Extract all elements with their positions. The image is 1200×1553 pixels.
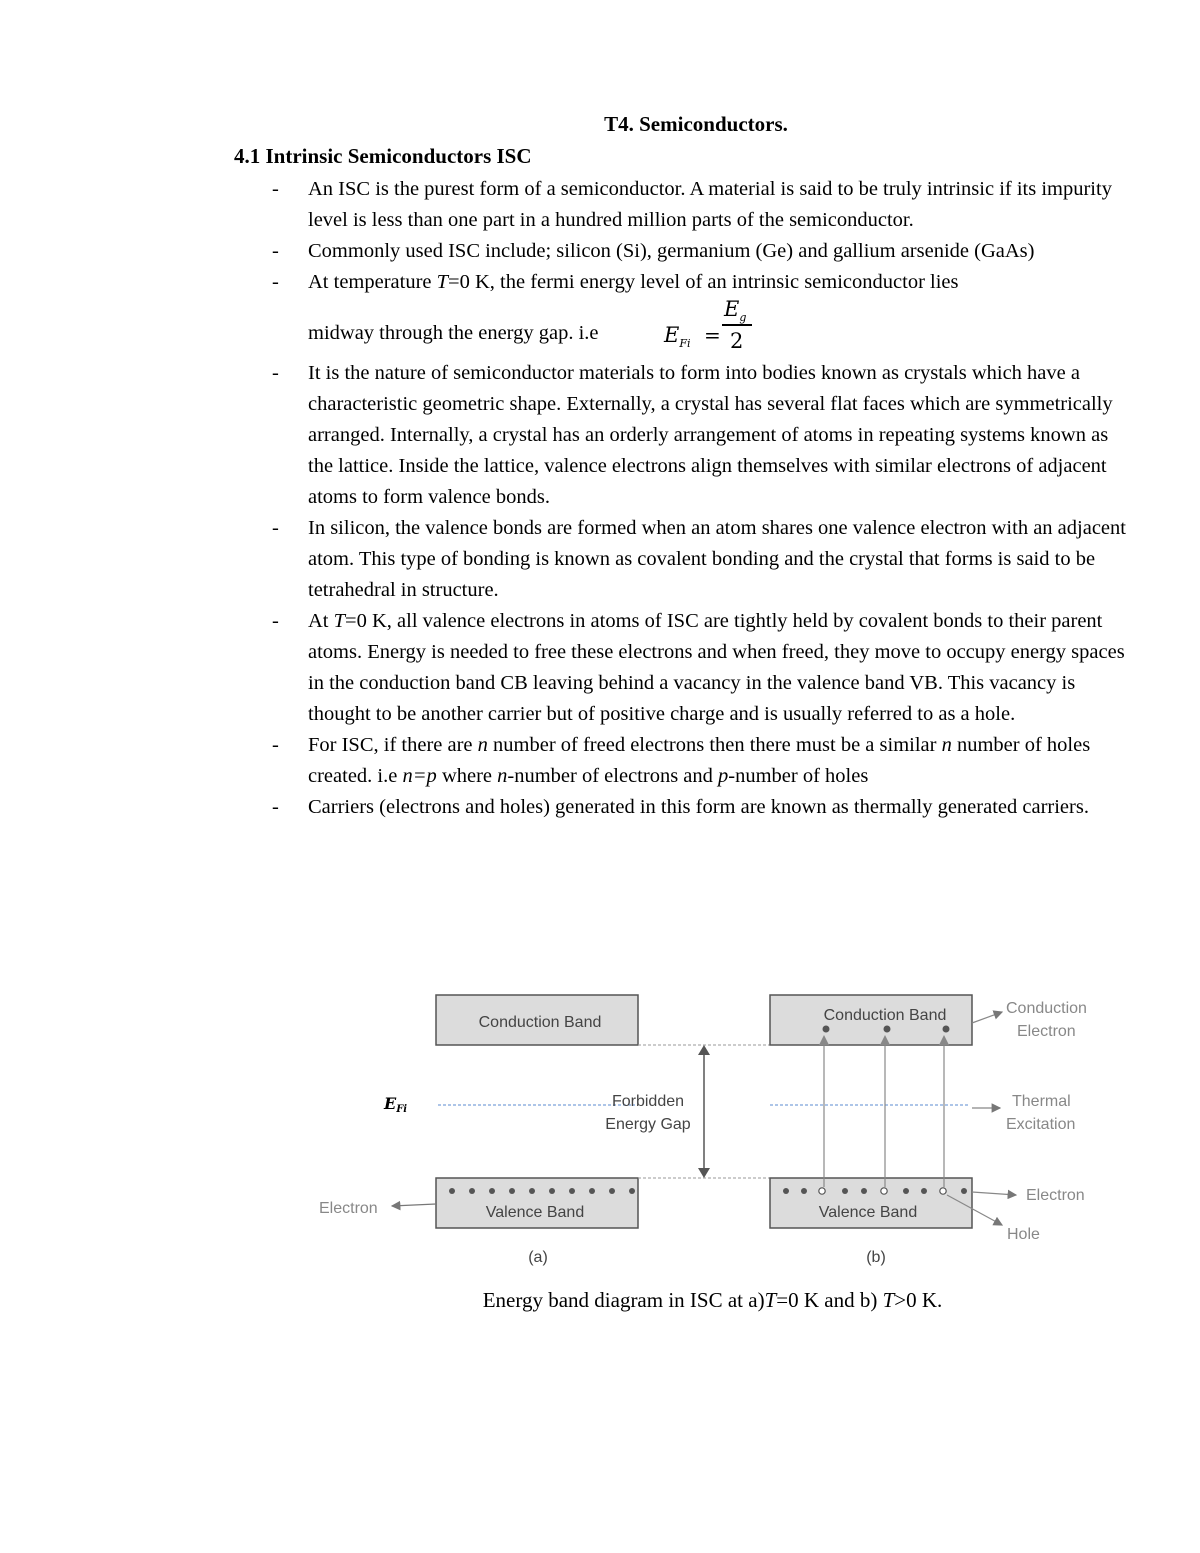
bullet-marker: -: [272, 240, 279, 262]
conduction-electron-pointer: [972, 1012, 1002, 1023]
electron-dot: [529, 1188, 535, 1194]
list-item: [234, 606, 1134, 730]
valence-band-a-label: Valence Band: [485, 1204, 585, 1221]
section-heading: 4.1 Intrinsic Semiconductors ISC: [234, 144, 532, 168]
bullet-marker: -: [272, 796, 279, 818]
electron-dot: [884, 1026, 891, 1033]
electron-count-variable: n: [941, 734, 952, 756]
electron-dot: [509, 1188, 515, 1194]
bullet-text: In silicon, the valence bonds are formed when an atom shares one valence electron with an adjacent atom. This type of bonding is known as covalent bonding and the crystal that forms is said to be tetrahedral in structure.: [308, 517, 1126, 601]
gap-label-1: Forbidden: [611, 1093, 685, 1110]
bullet-marker: -: [272, 362, 279, 384]
electron-dot: [609, 1188, 615, 1194]
panel-a: [319, 995, 770, 1266]
bullet-text-suffix: =0 K, all valence electrons in atoms of ISC are tightly held by covalent bonds to their parent atoms. Energy is needed to free these electrons and when freed, they move to occupy energy spaces in the conduction band CB leaving behind a vacancy in the valence band VB. This vacancy is thought to be another carrier but of positive charge and is usually referred to as a hole.: [308, 610, 1125, 725]
temperature-variable: T: [436, 271, 449, 293]
bullet-text-suffix: =0 K, the fermi energy level of an intrinsic semiconductor lies: [448, 271, 959, 293]
electron-dot: [823, 1026, 830, 1033]
electron-dot: [469, 1188, 475, 1194]
thermal-label-2: Excitation: [1006, 1116, 1076, 1133]
bullet-list: [234, 174, 1134, 823]
bullet-marker: -: [272, 271, 279, 293]
electron-dot: [449, 1188, 455, 1194]
list-item: [234, 267, 1134, 358]
carrier-equation: n=p: [402, 765, 437, 787]
excitation-arrows: [824, 1043, 944, 1187]
list-item: [234, 513, 1134, 606]
bullet-marker: -: [272, 734, 279, 756]
electron-count-variable: n: [497, 765, 508, 787]
electron-dot: [549, 1188, 555, 1194]
electron-dot: [903, 1188, 909, 1194]
electron-label-a: Electron: [319, 1200, 378, 1217]
electron-label-b: Electron: [1026, 1187, 1085, 1204]
list-item: [234, 792, 1134, 823]
formula-numerator: $E_g$: [724, 297, 747, 325]
bullet-marker: -: [272, 517, 279, 539]
temperature-variable: T: [333, 610, 346, 632]
bullet-text-prefix: At temperature: [308, 271, 437, 293]
thermal-label-1: Thermal: [1012, 1093, 1071, 1110]
electron-dot: [569, 1188, 575, 1194]
list-item: - For ISC, if there are n number of freed electrons then there must be a similar n number of holes created. i.e n=p where n-number of electrons and p-number of holes: [234, 730, 1134, 792]
bullet-text: An ISC is the purest form of a semiconductor. A material is said to be truly intrinsic if its impurity level is less than one part in a hundred million parts of the semiconductor.: [308, 178, 1112, 231]
formula-lhs: $E_{Fi}$: [664, 323, 691, 351]
list-item: [234, 358, 1134, 513]
hole-dot: [940, 1188, 946, 1194]
electron-dot: [589, 1188, 595, 1194]
electron-dot: [629, 1188, 635, 1194]
electron-dot: [842, 1188, 848, 1194]
list-item: [234, 236, 1134, 267]
bullet-text: Carriers (electrons and holes) generated in this form are known as thermally generated carriers.: [308, 796, 1089, 818]
electron-arrow-a: [392, 1204, 436, 1206]
electron-dot: [961, 1188, 967, 1194]
electron-dot: [861, 1188, 867, 1194]
formula-denominator: 2: [730, 329, 744, 353]
list-item: [234, 174, 1134, 236]
formula-lead-text: midway through the energy gap. i.e: [308, 322, 599, 344]
bullet-text: Commonly used ISC include; silicon (Si), germanium (Ge) and gallium arsenide (GaAs): [308, 240, 1035, 262]
electron-pointer-b: [972, 1192, 1016, 1195]
panel-b: [770, 995, 1087, 1266]
bullet-marker: -: [272, 610, 279, 632]
conduction-band-b-label: Conduction Band: [823, 1007, 947, 1024]
electron-count-variable: n: [477, 734, 488, 756]
electron-dot: [489, 1188, 495, 1194]
panel-a-label: (a): [528, 1249, 548, 1266]
bullet-text-prefix: At: [308, 610, 334, 632]
conduction-band-a-label: Conduction Band: [478, 1014, 602, 1031]
formula-equals: =: [704, 323, 721, 347]
hole-count-variable: p: [718, 765, 729, 787]
electron-dot: [801, 1188, 807, 1194]
conduction-electron-label-2: Electron: [1017, 1023, 1076, 1040]
electron-dot: [921, 1188, 927, 1194]
document-title: T4. Semiconductors.: [604, 112, 788, 136]
bullet-marker: -: [272, 178, 279, 200]
hole-dot: [881, 1188, 887, 1194]
valence-band-b-label: Valence Band: [818, 1204, 918, 1221]
hole-dot: [819, 1188, 825, 1194]
electron-dot: [783, 1188, 789, 1194]
energy-band-diagram: [300, 985, 1120, 1275]
fermi-level-label: EFi: [384, 1094, 408, 1115]
electron-dot: [943, 1026, 950, 1033]
gap-label-2: Energy Gap: [605, 1116, 691, 1133]
formula-line: [308, 298, 1134, 358]
bullet-text: It is the nature of semiconductor materials to form into bodies known as crystals which have a characteristic geometric shape. Externally, a crystal has several flat faces which are symmetrically arranged. Internally, a crystal has an orderly arrangement of atoms in repeating systems known as the lattice. Inside the lattice, valence electrons align themselves with similar electrons of adjacent atoms to form valence bonds.: [308, 362, 1113, 508]
conduction-electron-label-1: Conduction: [1006, 1000, 1087, 1017]
hole-label: Hole: [1007, 1226, 1040, 1243]
panel-b-label: (b): [866, 1249, 886, 1266]
fermi-level-formula: [664, 298, 764, 358]
figure-caption: Energy band diagram in ISC at a)T=0 K and b) T>0 K.: [482, 1288, 943, 1312]
